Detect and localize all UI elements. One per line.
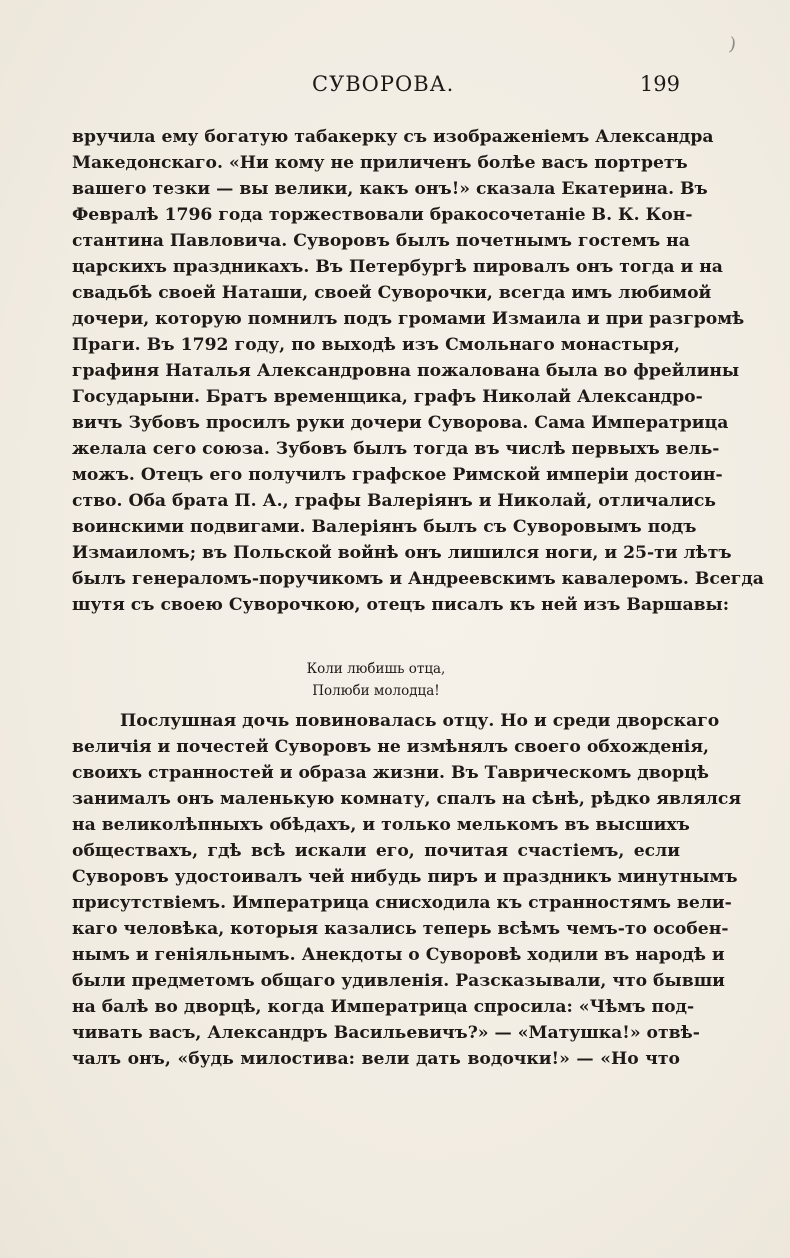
text-line: обществахъ, гдѣ всѣ искали его, почитая счастіемъ, если [72, 841, 680, 861]
text-line: были предметомъ общаго удивленія. Разсказывали, что бывши [72, 971, 725, 991]
margin-mark: ) [727, 33, 738, 56]
text-line: желала сего союза. Зубовъ былъ тогда въ числѣ первыхъ вель- [72, 439, 720, 459]
text-line: Послушная дочь повиновалась отцу. Но и среди дворскаго [120, 711, 720, 731]
text-line: чивать васъ, Александръ Васильевичъ?» — «Матушка!» отвѣ- [72, 1023, 700, 1043]
text-line: занималъ онъ маленькую комнату, спалъ на сѣнѣ, рѣдко являлся [72, 789, 742, 809]
page-header [72, 72, 680, 106]
verse-line: Полюби молодца! [312, 683, 440, 699]
text-line: можъ. Отецъ его получилъ графское Римской имперіи достоин- [72, 465, 723, 485]
text-line: Македонскаго. «Ни кому не приличенъ болѣе васъ портретъ [72, 153, 688, 173]
paragraph-1 [72, 124, 764, 618]
text-line: ство. Оба брата П. А., графы Валеріянъ и Николай, отличались [72, 491, 716, 511]
text-line: каго человѣка, которыя казались теперь всѣмъ чемъ-то особен- [72, 919, 729, 939]
text-line: воинскими подвигами. Валеріянъ былъ съ Суворовымъ подъ [72, 517, 697, 537]
text-line: нымъ и геніяльнымъ. Анекдоты о Суворовѣ ходили въ народѣ и [72, 945, 725, 965]
paragraph-2 [72, 708, 742, 1072]
text-line: дочери, которую помнилъ подъ громами Измаила и при разгромѣ [72, 309, 745, 329]
text-line: величія и почестей Суворовъ не измѣнялъ своего обхожденія, [72, 737, 710, 757]
text-line: своихъ странностей и образа жизни. Въ Таврическомъ дворцѣ [72, 763, 709, 783]
text-line: на великолѣпныхъ обѣдахъ, и только мелькомъ въ высшихъ [72, 815, 690, 835]
text-line: вичъ Зубовъ просилъ руки дочери Суворова. Сама Императрица [72, 413, 729, 433]
text-line: Февралѣ 1796 года торжествовали бракосочетаніе В. К. Кон- [72, 205, 693, 225]
text-line: на балѣ во дворцѣ, когда Императрица спросила: «Чѣмъ под- [72, 997, 695, 1017]
text-line: царскихъ праздникахъ. Въ Петербургѣ пировалъ онъ тогда и на [72, 257, 723, 277]
text-line: вашего тезки — вы велики, какъ онъ!» сказала Екатерина. Въ [72, 179, 708, 199]
text-line: свадьбѣ своей Наташи, своей Суворочки, всегда имъ любимой [72, 283, 712, 303]
text-line: стантина Павловича. Суворовъ былъ почетнымъ гостемъ на [72, 231, 690, 251]
verse-line: Коли любишь отца, [306, 661, 446, 677]
text-line: Суворовъ удостоивалъ чей нибудь пиръ и праздникъ минутнымъ [72, 867, 738, 887]
text-line: былъ генераломъ-поручикомъ и Андреевскимъ кавалеромъ. Всегда [72, 569, 764, 589]
text-line: Праги. Въ 1792 году, по выходѣ изъ Смольнаго монастыря, [72, 335, 680, 355]
text-line: шутя съ своею Суворочкою, отецъ писалъ къ ней изъ Варшавы: [72, 595, 730, 615]
running-title: СУВОРОВА. [312, 72, 455, 96]
text-line: присутствіемъ. Императрица снисходила къ странностямъ вели- [72, 893, 732, 913]
text-line: Государыни. Братъ временщика, графъ Николай Александро- [72, 387, 703, 407]
text-line: Измаиломъ; въ Польской войнѣ онъ лишился ноги, и 25-ти лѣтъ [72, 543, 732, 563]
text-line: вручила ему богатую табакерку съ изображеніемъ Александра [72, 127, 714, 147]
text-line: чалъ онъ, «будь милостива: вели дать водочки!» — «Но что [72, 1049, 680, 1069]
verse-quote [72, 658, 680, 702]
text-line: графиня Наталья Александровна пожалована была во фрейлины [72, 361, 740, 381]
page-number: 199 [639, 72, 680, 96]
